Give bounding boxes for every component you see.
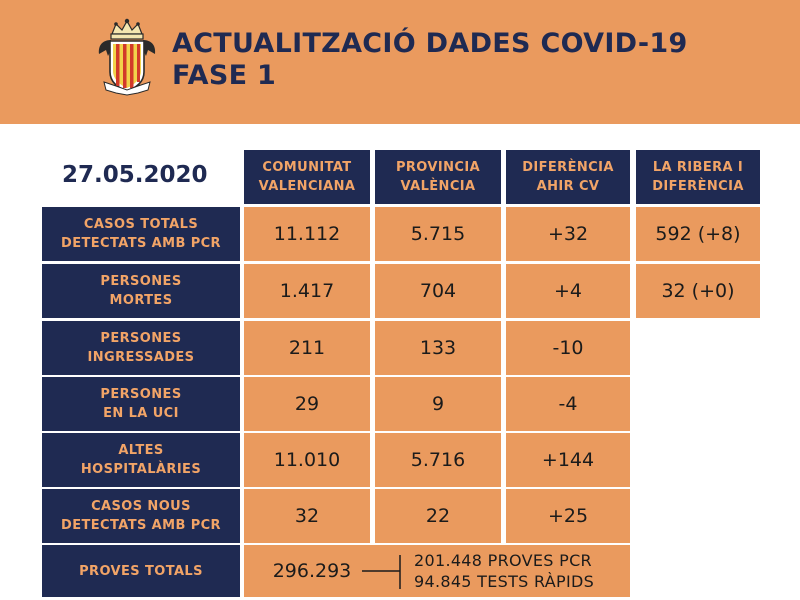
column-header-comunitat: COMUNITAT VALENCIANA bbox=[244, 150, 370, 204]
column-header-diferencia: DIFERÈNCIA AHIR CV bbox=[506, 150, 630, 204]
table-cell: 32 (+0) bbox=[636, 264, 760, 318]
title-line-1: ACTUALITZACIÓ DADES COVID-19 bbox=[172, 28, 688, 59]
table-cell: 9 bbox=[375, 377, 501, 431]
table-cell: +4 bbox=[506, 264, 630, 318]
table-cell: 704 bbox=[375, 264, 501, 318]
proves-breakdown bbox=[414, 550, 594, 592]
table-cell: 32 bbox=[244, 489, 370, 543]
table-cell: -10 bbox=[506, 321, 630, 375]
table-cell: +32 bbox=[506, 207, 630, 261]
bracket-connector bbox=[362, 551, 402, 591]
table-cell: -4 bbox=[506, 377, 630, 431]
table-cell: 5.715 bbox=[375, 207, 501, 261]
row-label-persones-ingressades: PERSONES INGRESSADES bbox=[42, 321, 240, 375]
row-label-persones-mortes: PERSONES MORTES bbox=[42, 264, 240, 318]
row-label-proves-totals: PROVES TOTALS bbox=[42, 545, 240, 597]
table-cell: 1.417 bbox=[244, 264, 370, 318]
table-cell: 29 bbox=[244, 377, 370, 431]
page-title bbox=[172, 28, 688, 92]
proves-pcr: 201.448 PROVES PCR bbox=[414, 551, 592, 570]
row-label-altes-hospitalaries: ALTES HOSPITALÀRIES bbox=[42, 433, 240, 487]
row-label-casos-totals: CASOS TOTALS DETECTATS AMB PCR bbox=[42, 207, 240, 261]
table-cell: 22 bbox=[375, 489, 501, 543]
column-header-provincia: PROVINCIA VALÈNCIA bbox=[375, 150, 501, 204]
column-header-ribera: LA RIBERA I DIFERÈNCIA bbox=[636, 150, 760, 204]
table-cell: 11.010 bbox=[244, 433, 370, 487]
title-line-2: FASE 1 bbox=[172, 60, 277, 91]
table-cell: 133 bbox=[375, 321, 501, 375]
proves-total-number: 296.293 bbox=[272, 560, 352, 582]
table-cell: 592 (+8) bbox=[636, 207, 760, 261]
proves-rapid: 94.845 TESTS RÀPIDS bbox=[414, 572, 595, 591]
row-label-persones-uci: PERSONES EN LA UCI bbox=[42, 377, 240, 431]
header-banner bbox=[0, 0, 800, 124]
table-cell: 5.716 bbox=[375, 433, 501, 487]
row-label-casos-nous: CASOS NOUS DETECTATS AMB PCR bbox=[42, 489, 240, 543]
table-cell: +25 bbox=[506, 489, 630, 543]
town-crest-icon bbox=[96, 16, 158, 96]
report-date: 27.05.2020 bbox=[62, 162, 208, 188]
table-cell: 211 bbox=[244, 321, 370, 375]
table-cell: +144 bbox=[506, 433, 630, 487]
table-cell: 11.112 bbox=[244, 207, 370, 261]
proves-total-value bbox=[244, 545, 630, 597]
